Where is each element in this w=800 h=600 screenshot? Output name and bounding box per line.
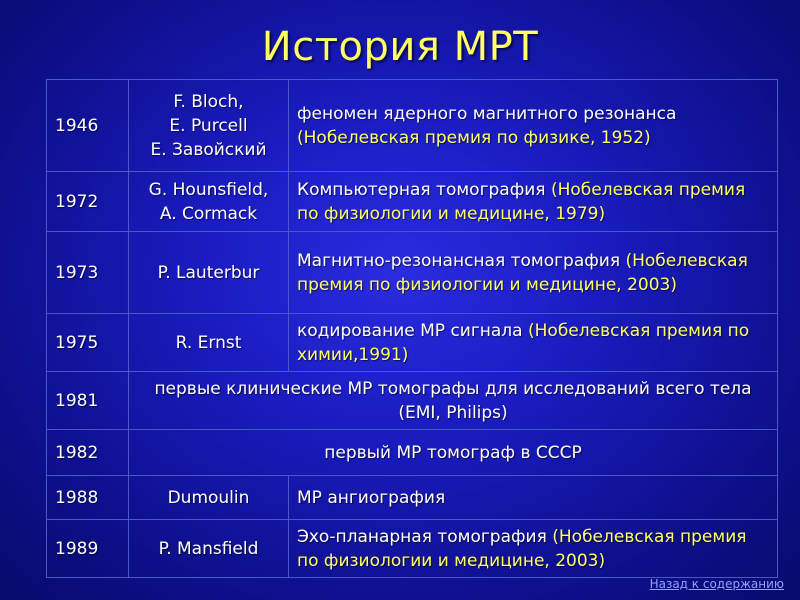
table-row — [47, 80, 778, 172]
event-cell: первые клинические МР томографы для исследований всего тела (EMI, Philips) — [129, 372, 778, 430]
scientist-cell — [129, 232, 289, 314]
year-cell: 1946 — [47, 80, 129, 172]
scientist-name: R. Ernst — [175, 332, 242, 353]
scientist-name: Е. Завойский — [150, 139, 267, 160]
table-row — [47, 430, 778, 476]
year-cell: 1981 — [47, 372, 129, 430]
back-to-contents-link[interactable]: Назад к содержанию — [649, 577, 784, 591]
scientist-cell — [129, 476, 289, 520]
description-cell — [289, 232, 778, 314]
nobel-note: (Нобелевская премия по физиологии и медицине, 2003) — [297, 526, 747, 571]
table-row — [47, 372, 778, 430]
description-cell — [289, 172, 778, 232]
year-cell: 1982 — [47, 430, 129, 476]
description-cell — [289, 80, 778, 172]
year-cell: 1988 — [47, 476, 129, 520]
year-cell: 1972 — [47, 172, 129, 232]
scientist-name: E. Purcell — [169, 115, 248, 136]
description-cell — [289, 520, 778, 578]
table-row — [47, 314, 778, 372]
scientist-name: P. Lauterbur — [157, 262, 260, 283]
scientist-name: G. Hounsfield, — [148, 179, 269, 200]
description-text: Эхо-планарная томография — [297, 526, 547, 547]
year-cell: 1973 — [47, 232, 129, 314]
nobel-note: (Нобелевская премия по химии,1991) — [297, 320, 750, 365]
description-cell — [289, 314, 778, 372]
nobel-note: (Нобелевская премия по физике, 1952) — [297, 127, 651, 148]
table-row — [47, 172, 778, 232]
nobel-note: (Нобелевская премия по физиологии и медицине, 2003) — [297, 250, 748, 295]
event-cell: первый МР томограф в СССР — [129, 430, 778, 476]
table-row — [47, 520, 778, 578]
history-table — [46, 79, 778, 578]
scientist-name: A. Cormack — [159, 203, 258, 224]
scientist-cell — [129, 520, 289, 578]
table-row — [47, 232, 778, 314]
scientist-name: Dumoulin — [167, 487, 250, 508]
scientist-name: P. Mansfield — [158, 538, 259, 559]
description-text: МР ангиография — [297, 487, 446, 508]
scientist-cell — [129, 172, 289, 232]
description-text: кодирование МР сигнала — [297, 320, 523, 341]
scientist-cell — [129, 80, 289, 172]
scientist-cell — [129, 314, 289, 372]
nobel-note: (Нобелевская премия по физиологии и медицине, 1979) — [297, 179, 746, 224]
year-cell: 1975 — [47, 314, 129, 372]
description-text: Магнитно-резонансная томография — [297, 250, 621, 271]
year-cell: 1989 — [47, 520, 129, 578]
description-text: феномен ядерного магнитного резонанса — [297, 103, 677, 124]
description-cell — [289, 476, 778, 520]
description-text: Компьютерная томография — [297, 179, 546, 200]
slide-title: История МРТ — [261, 24, 539, 70]
table-row — [47, 476, 778, 520]
scientist-name: F. Bloch, — [173, 91, 244, 112]
